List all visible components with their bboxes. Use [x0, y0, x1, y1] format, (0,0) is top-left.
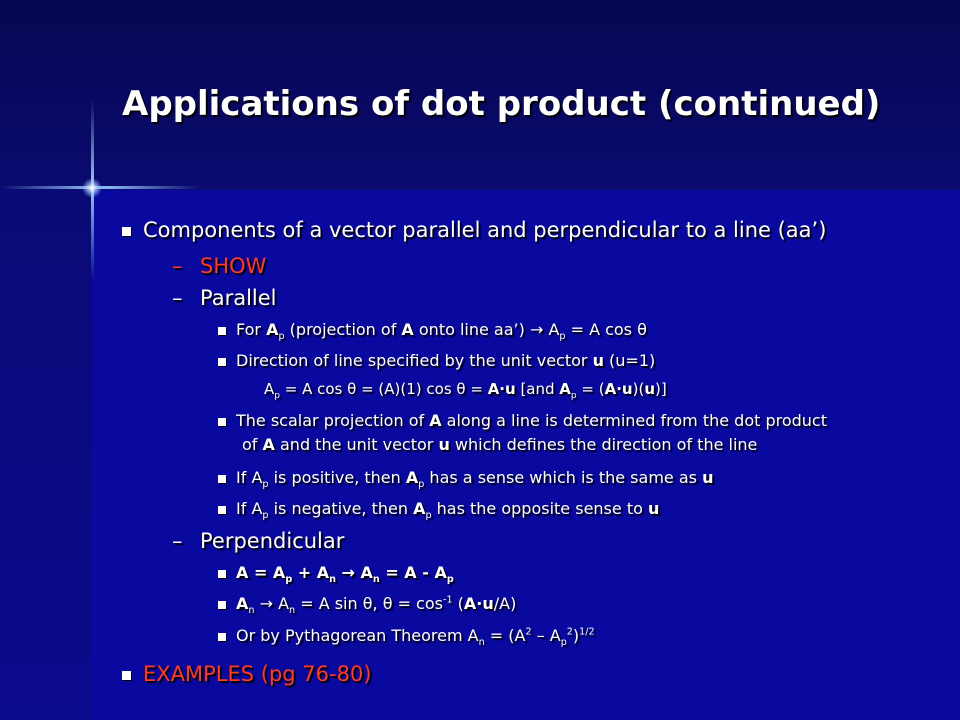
square-bullet-icon [218, 570, 226, 578]
sub-item-negative: If $A_p$ is negative, then $A_p$ has the opposite sense to u [218, 499, 659, 521]
light-flare-center [82, 178, 102, 198]
sub-item-positive: If $A_p$ is positive, then $A_p$ has a sense which is the same as u [218, 468, 713, 490]
square-bullet-icon [218, 633, 226, 641]
sub-item-sine-form: $A_n \to A_n = A$ sin θ, $\theta = \cos^{-1} (A\cdot u/A)$ [218, 594, 516, 616]
square-bullet-icon [122, 671, 131, 680]
dash-bullet: – [172, 286, 183, 310]
sub-item-projection: For $A_p$ (projection of A onto line aa’) → $A_p = A$ cos θ [218, 320, 647, 342]
square-bullet-icon [218, 418, 226, 426]
square-bullet-icon [218, 358, 226, 366]
sub-item-direction: Direction of line specified by the unit vector u (u=1) [218, 351, 655, 370]
sub-item-pythagorean: Or by Pythagorean Theorem $A_n = (A^2 - A_p^2)^{1/2}$ [218, 626, 595, 648]
square-bullet-icon [218, 327, 226, 335]
item-parallel: – Parallel [172, 286, 277, 310]
bullet-components: Components of a vector parallel and perpendicular to a line (aa’) [122, 218, 826, 242]
dash-bullet: – [172, 529, 183, 553]
bullet-examples: EXAMPLES (pg 76-80) [122, 662, 372, 686]
sub-item-decomposition: $A = A_p + A_n \to A_n = A - A_p$ [218, 563, 454, 585]
sub-item-scalar-projection-line2: of A and the unit vector u which defines the direction of the line [242, 435, 758, 454]
square-bullet-icon [122, 227, 131, 236]
square-bullet-icon [218, 601, 226, 609]
dash-bullet: – [172, 254, 183, 278]
item-show: – SHOW [172, 254, 267, 278]
square-bullet-icon [218, 475, 226, 483]
slide-title: Applications of dot product (continued) [122, 84, 881, 124]
sub-item-scalar-projection: The scalar projection of A along a line is determined from the dot product [218, 411, 827, 430]
item-perpendicular: – Perpendicular [172, 529, 345, 553]
equation-projection: $A_p = A$ cos θ = (A)(1) cos θ = A·u [and $A_p = (A\cdot u)(u)$] [264, 380, 667, 401]
square-bullet-icon [218, 506, 226, 514]
